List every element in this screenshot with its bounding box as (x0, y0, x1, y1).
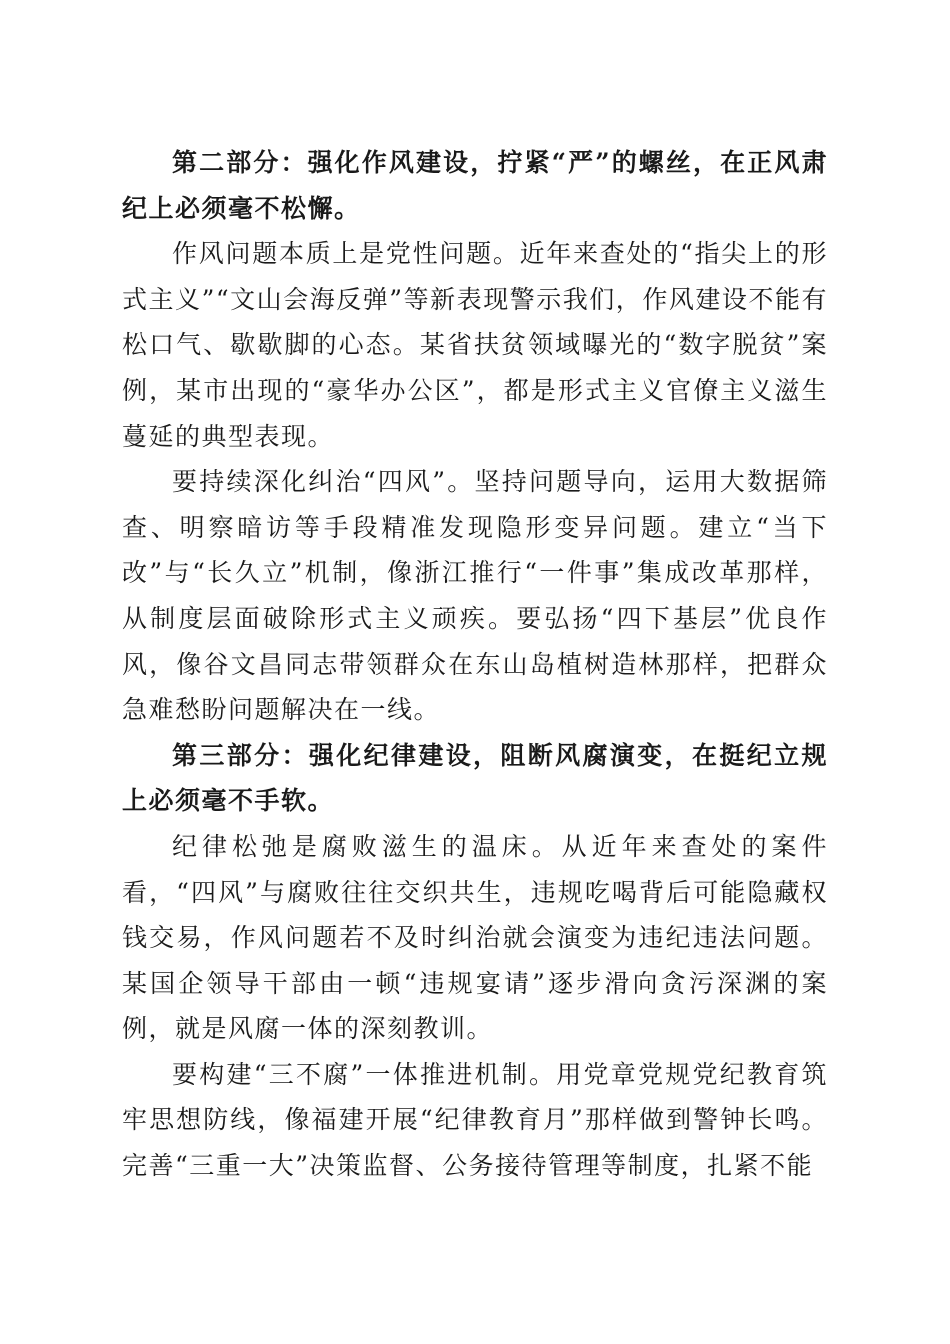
body-paragraph: 作风问题本质上是党性问题。近年来查处的“指尖上的形式主义”“文山会海反弹”等新表现警示我们，作风建设不能有松口气、歇歇脚的心态。某省扶贫领域曝光的“数字脱贫”案例，某市出现的“豪华办公区”，都是形式主义官僚主义滋生蔓延的典型表现。 (122, 239, 828, 451)
body-paragraph: 要持续深化纠治“四风”。坚持问题导向，运用大数据筛查、明察暗访等手段精准发现隐形变异问题。建立“当下改”与“长久立”机制，像浙江推行“一件事”集成改革那样，从制度层面破除形式主义顽疾。要弘扬“四下基层”优良作风，像谷文昌同志带领群众在东山岛植树造林那样，把群众急难愁盼问题解决在一线。 (122, 467, 828, 725)
body-paragraph: 要构建“三不腐”一体推进机制。用党章党规党纪教育筑牢思想防线，像福建开展“纪律教育月”那样做到警钟长鸣。完善“三重一大”决策监督、公务接待管理等制度，扎紧不能 (122, 1059, 828, 1181)
section-heading-3: 第三部分：强化纪律建设，阻断风腐演变，在挺纪立规上必须毫不手软。 (122, 740, 828, 816)
body-paragraph: 纪律松弛是腐败滋生的温床。从近年来查处的案件看，“四风”与腐败往往交织共生，违规吃喝背后可能隐藏权钱交易，作风问题若不及时纠治就会演变为违纪违法问题。某国企领导干部由一顿“违规宴请”逐步滑向贪污深渊的案例，就是风腐一体的深刻教训。 (122, 831, 828, 1044)
document-body (122, 140, 828, 1189)
section-heading-2: 第二部分：强化作风建设，拧紧“严”的螺丝，在正风肃纪上必须毫不松懈。 (122, 148, 828, 223)
